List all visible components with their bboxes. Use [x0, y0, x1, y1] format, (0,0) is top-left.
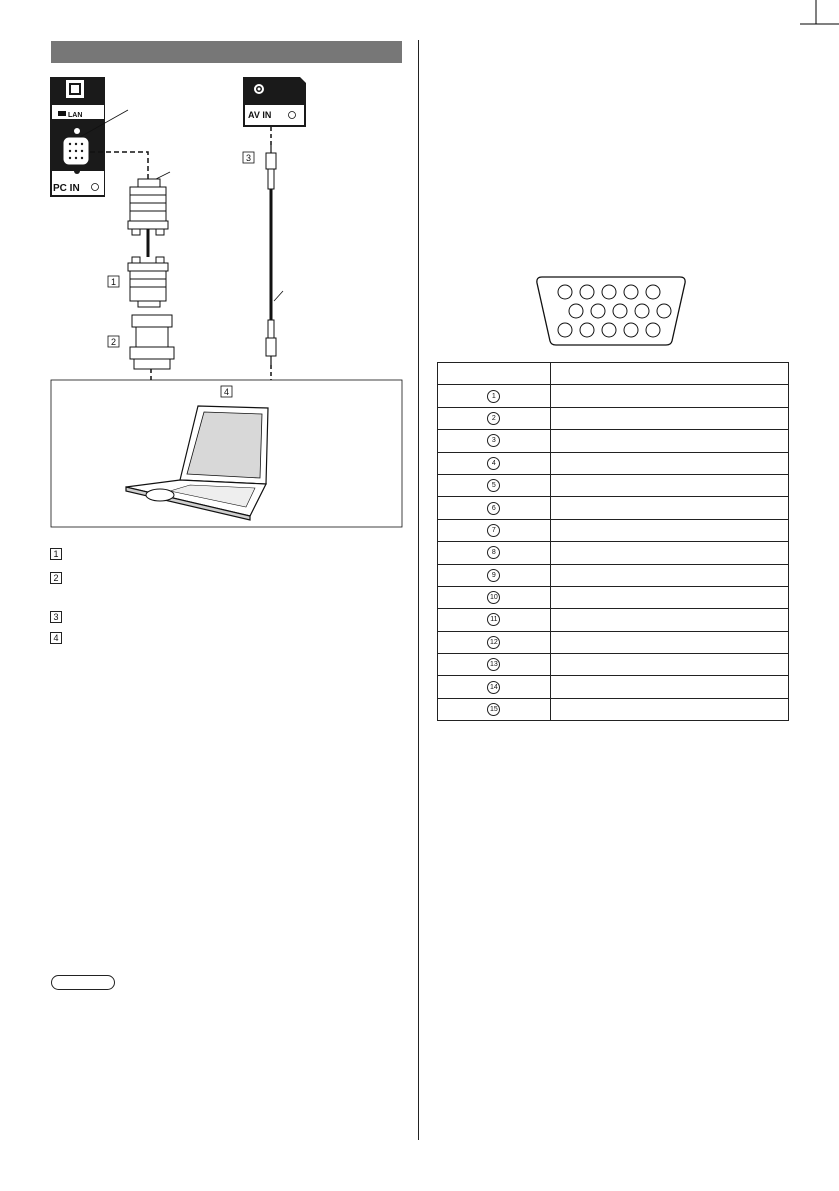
table-row — [438, 654, 789, 676]
callout-3-box — [243, 152, 254, 163]
table-row — [438, 586, 789, 608]
connection-diagram — [50, 75, 405, 535]
table-row — [438, 497, 789, 519]
column-divider — [418, 40, 419, 1140]
legend-callout-1: 1 — [50, 548, 62, 560]
table-row — [438, 676, 789, 698]
av-terminal-panel — [243, 77, 306, 127]
table-header-row — [438, 363, 789, 385]
pin-number: 15 — [487, 703, 500, 716]
svg-text:4: 4 — [224, 387, 230, 397]
header-signal — [550, 363, 788, 385]
legend-callout-2: 2 — [50, 572, 62, 584]
table-row — [438, 542, 789, 564]
svg-text:2: 2 — [111, 337, 117, 347]
screw-top — [74, 128, 80, 134]
callout-2-box — [108, 336, 119, 347]
conversion-adapter — [130, 315, 174, 369]
pin-number: 9 — [487, 569, 500, 582]
note-badge — [51, 975, 115, 990]
table-row — [438, 564, 789, 586]
vga-cable-plug-bottom — [128, 257, 168, 307]
dsub-connector-diagram — [536, 275, 686, 347]
pin-number: 10 — [487, 591, 500, 604]
pin-number: 4 — [487, 457, 500, 470]
callout-4-box — [221, 386, 232, 397]
pin-number: 13 — [487, 658, 500, 671]
table-row — [438, 385, 789, 407]
pin-assignment-table — [437, 362, 789, 721]
pin-number: 5 — [487, 479, 500, 492]
table-row — [438, 407, 789, 429]
pin-number: 14 — [487, 681, 500, 694]
pin-number: 7 — [487, 524, 500, 537]
table-row — [438, 698, 789, 720]
pin-number: 1 — [487, 390, 500, 403]
pc-terminal-panel — [50, 77, 105, 197]
vga-cable-plug-top — [128, 179, 168, 235]
table-row — [438, 452, 789, 474]
lan-label: LAN — [68, 112, 83, 119]
pin-number: 11 — [487, 613, 500, 626]
section-header-bar — [51, 41, 402, 63]
pin-number: 2 — [487, 412, 500, 425]
callout-1-box — [108, 276, 119, 287]
table-row — [438, 609, 789, 631]
legend-callout-3: 3 — [50, 611, 62, 623]
svg-text:3: 3 — [246, 153, 252, 163]
table-row — [438, 474, 789, 496]
av-in-label: AV IN — [248, 110, 272, 120]
pin-number: 3 — [487, 434, 500, 447]
screw-bottom — [74, 168, 80, 174]
header-pin — [438, 363, 551, 385]
legend-callout-4: 4 — [50, 632, 62, 644]
pc-in-label: PC IN — [53, 183, 80, 194]
table-row — [438, 631, 789, 653]
table-row — [438, 430, 789, 452]
pin-number: 8 — [487, 546, 500, 559]
audio-cable — [266, 145, 276, 365]
pin-number: 6 — [487, 502, 500, 515]
svg-text:1: 1 — [111, 277, 117, 287]
pin-number: 12 — [487, 636, 500, 649]
table-row — [438, 519, 789, 541]
